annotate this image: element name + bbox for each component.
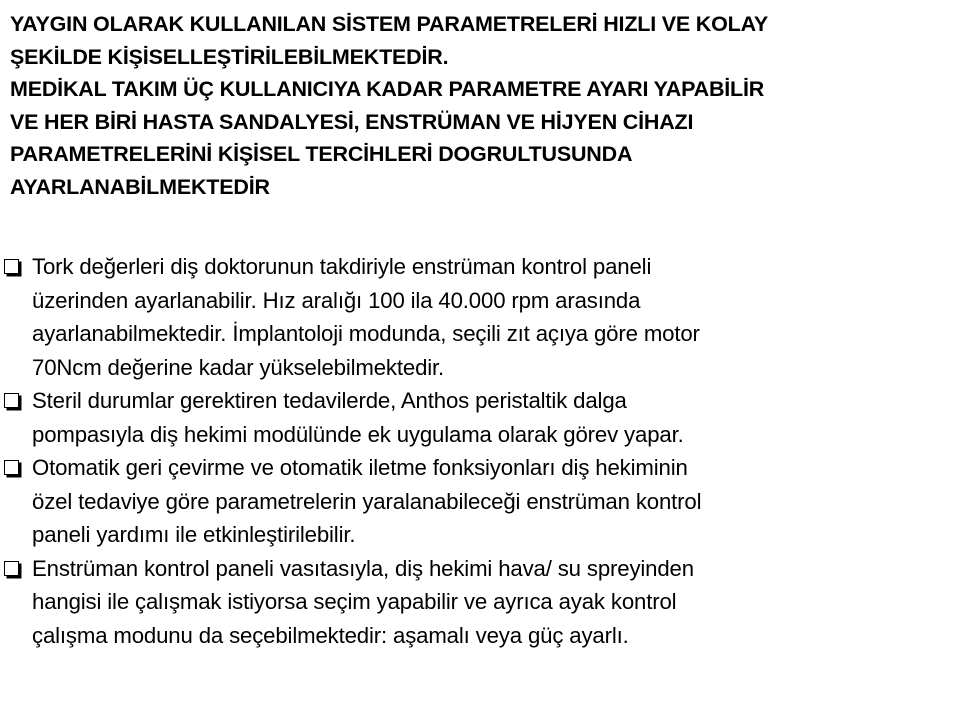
checkbox-square-icon (4, 460, 19, 475)
slide-heading (10, 8, 954, 203)
bullet-item-sterile (0, 384, 956, 451)
heading-line-3: MEDİKAL TAKIM ÜÇ KULLANICIYA KADAR PARAMETRE AYARI YAPABİLİR (10, 77, 765, 101)
bullet-line: 70Ncm değerine kadar yükselebilmektedir. (32, 354, 445, 380)
bullet-item-torque (0, 250, 956, 384)
bullet-line: Tork değerleri diş doktorunun takdiriyle enstrüman kontrol paneli (32, 254, 652, 279)
heading-line-5: PARAMETRELERİNİ KİŞİSEL TERCİHLERİ DOGRULTUSUNDA (10, 142, 633, 166)
bullet-list (0, 250, 956, 652)
bullet-item-control-panel (0, 552, 956, 653)
bullet-line: hangisi ile çalışmak istiyorsa seçim yapabilir ve ayrıca ayak kontrol (32, 589, 677, 614)
checkbox-square-icon (4, 259, 19, 274)
heading-line-6: AYARLANABİLMEKTEDİR (10, 174, 270, 199)
bullet-line: özel tedaviye göre parametrelerin yaralanabileceği enstrüman kontrol (32, 488, 702, 514)
heading-line-1: YAYGIN OLARAK KULLANILAN SİSTEM PARAMETRELERİ HIZLI VE KOLAY (10, 12, 769, 36)
bullet-item-auto-functions (0, 451, 956, 552)
bullet-line: pompasıyla diş hekimi modülünde ek uygulama olarak görev yapar. (32, 421, 684, 447)
bullet-line: paneli yardımı ile etkinleştirilebilir. (32, 522, 356, 547)
bullet-line: çalışma modunu da seçebilmektedir: aşamalı veya güç ayarlı. (32, 622, 629, 648)
checkbox-square-icon (4, 393, 19, 408)
heading-line-2: ŞEKİLDE KİŞİSELLEŞTİRİLEBİLMEKTEDİR. (10, 44, 449, 69)
bullet-line: üzerinden ayarlanabilir. Hız aralığı 100 ila 40.000 rpm arasında (32, 287, 641, 313)
bullet-line: ayarlanabilmektedir. İmplantoloji modunda, seçili zıt açıya göre motor (32, 321, 700, 346)
bullet-line: Otomatik geri çevirme ve otomatik iletme fonksiyonları diş hekiminin (32, 455, 688, 480)
checkbox-square-icon (4, 561, 19, 576)
bullet-line: Enstrüman kontrol paneli vasıtasıyla, diş hekimi hava/ su spreyinden (32, 555, 694, 581)
bullet-line: Steril durumlar gerektiren tedavilerde, Anthos peristaltik dalga (32, 388, 627, 413)
heading-line-4: VE HER BİRİ HASTA SANDALYESİ, ENSTRÜMAN VE HİJYEN CİHAZI (10, 109, 694, 134)
